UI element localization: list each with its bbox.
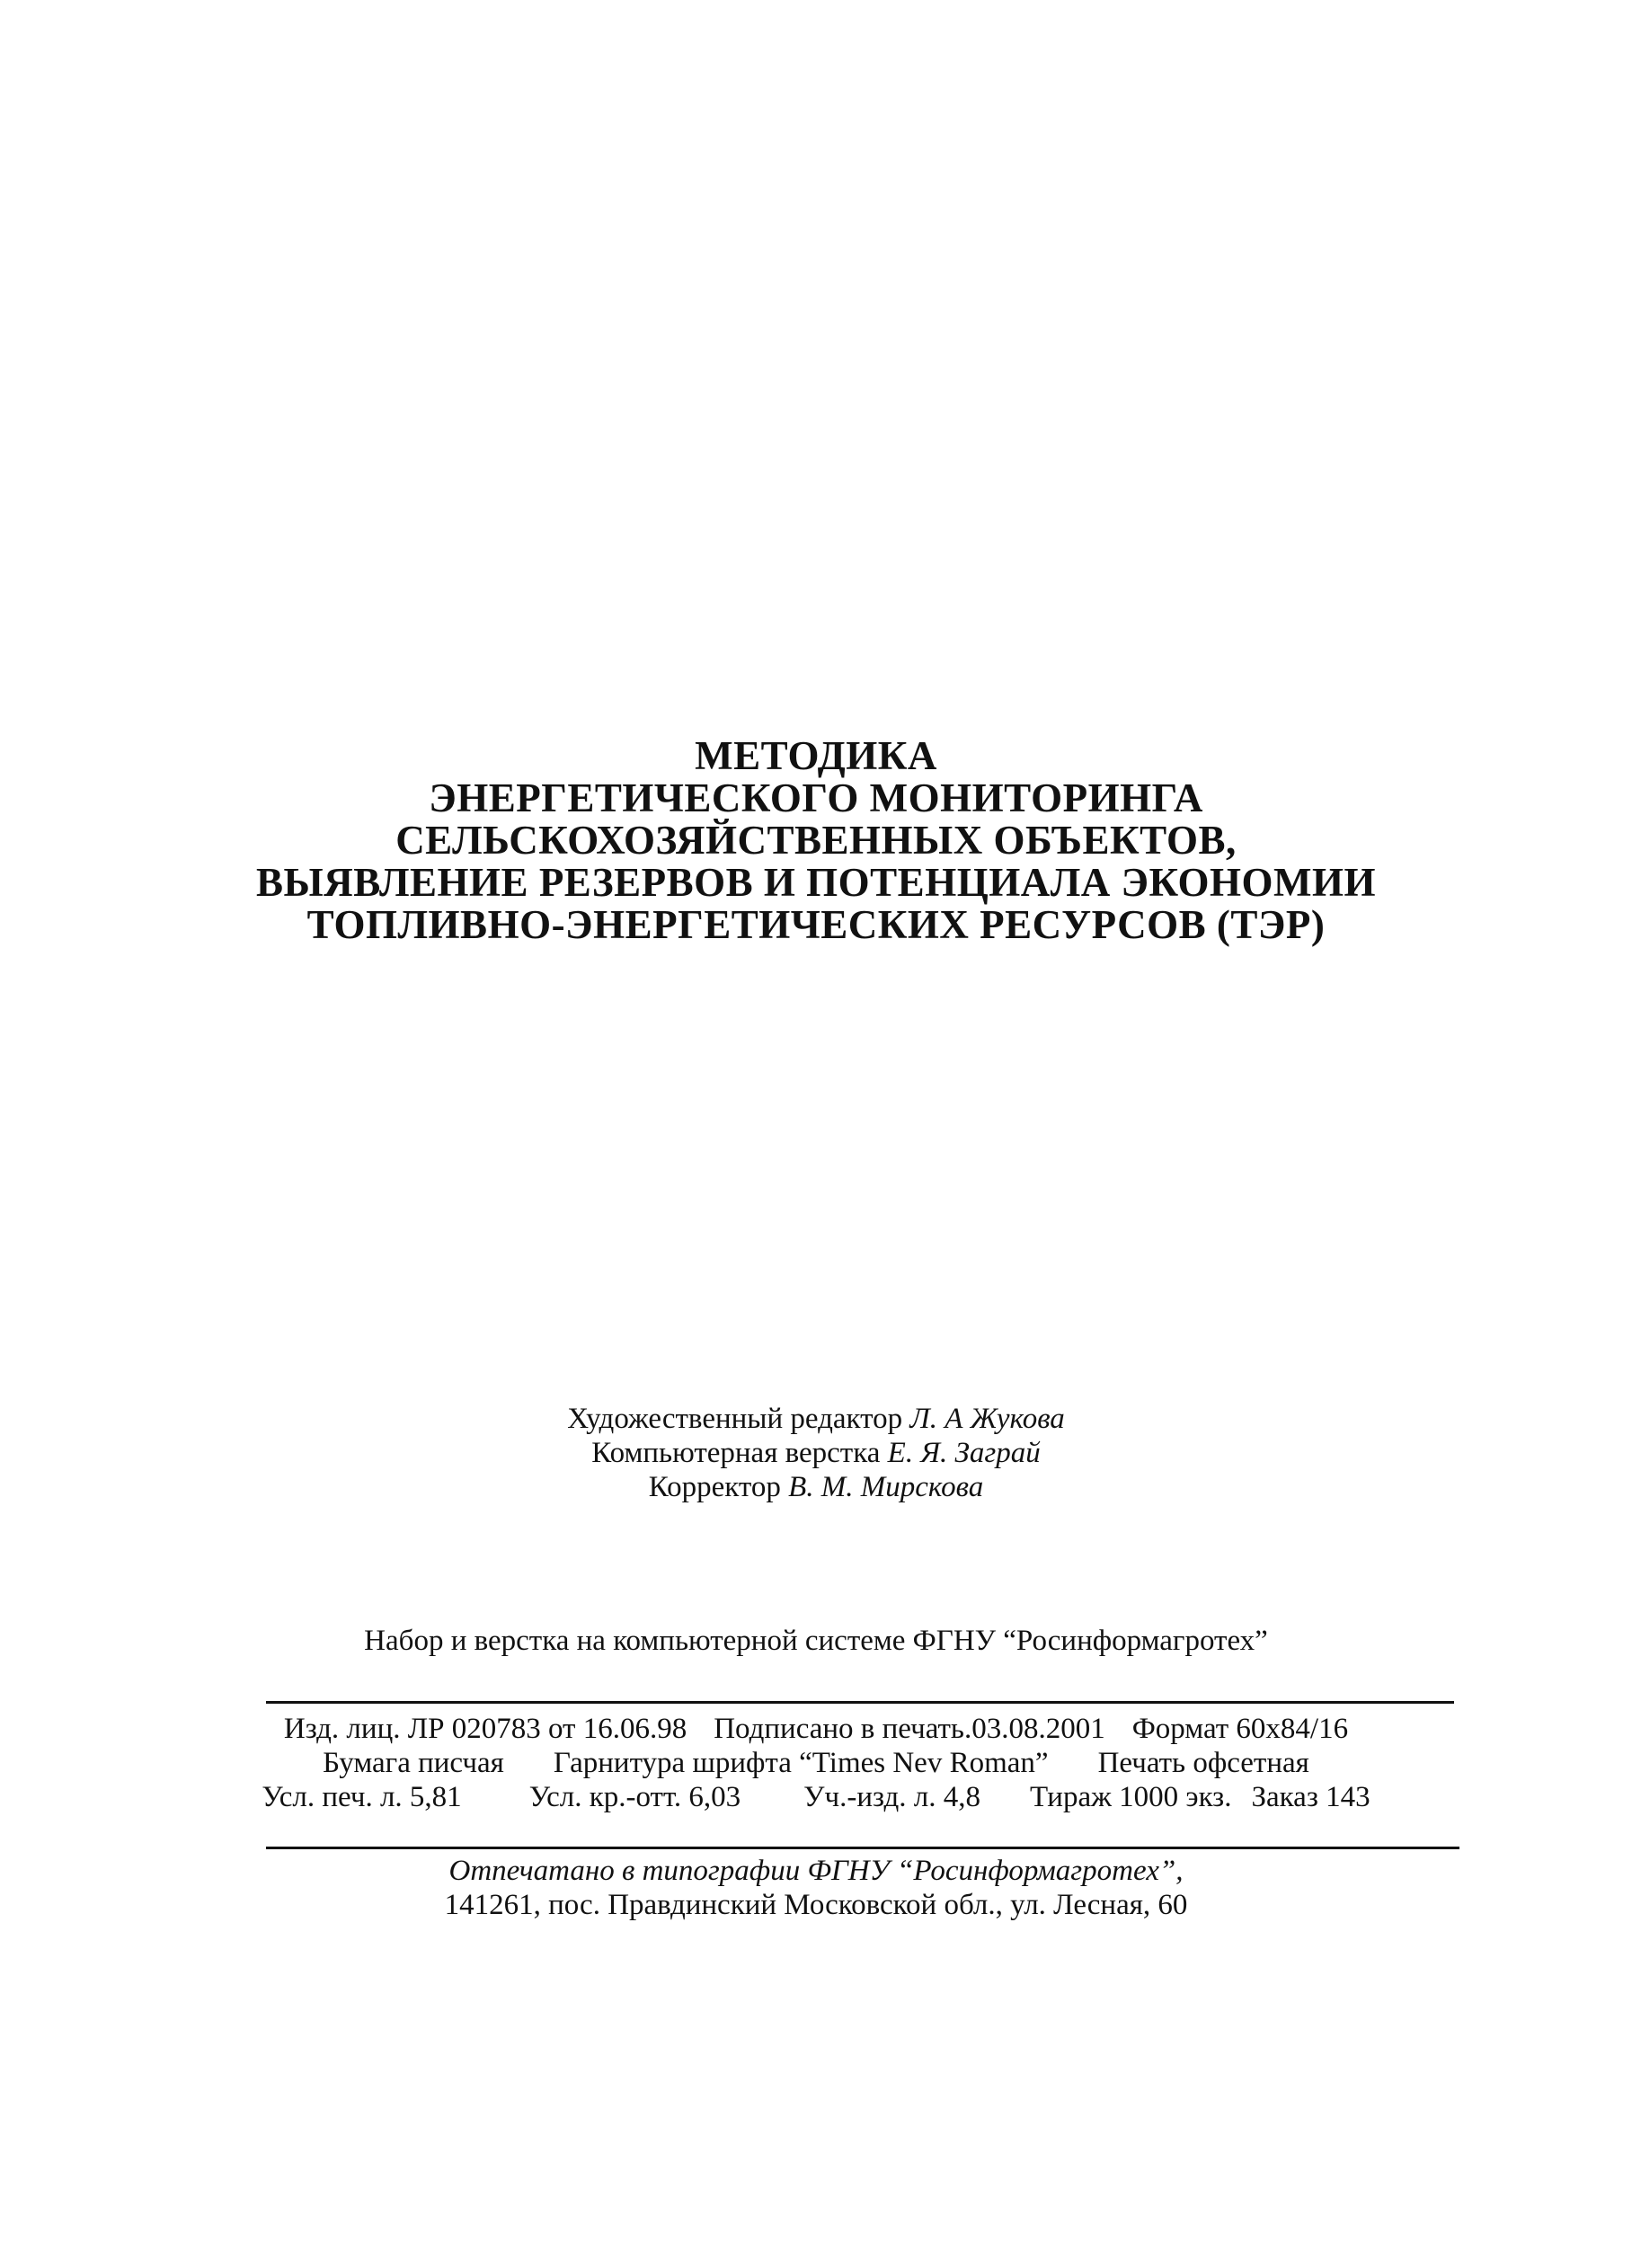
imprint-order: Заказ 143	[1251, 1781, 1370, 1813]
credit-name: Л. А Жукова	[909, 1403, 1065, 1435]
title-line-3: СЕЛЬСКОХОЗЯЙСТВЕННЫХ ОБЪЕКТОВ,	[395, 818, 1237, 863]
imprint-color-prints: Усл. кр.-отт. 6,03	[528, 1781, 741, 1813]
divider-top	[266, 1701, 1454, 1704]
credit-proofreader	[0, 1470, 1632, 1504]
credits-block	[0, 1402, 1632, 1504]
credit-name: В. М. Мирскова	[788, 1471, 984, 1503]
credit-role: Художественный редактор	[567, 1403, 903, 1435]
title-line-5: ТОПЛИВНО-ЭНЕРГЕТИЧЕСКИХ РЕСУРСОВ (ТЭР)	[306, 902, 1326, 947]
credit-art-editor	[0, 1402, 1632, 1436]
imprint-block	[0, 1712, 1632, 1814]
printer-block	[0, 1854, 1632, 1922]
printer-name: Отпечатано в типографии ФГНУ “Росинформагротех”,	[448, 1855, 1184, 1887]
imprint-format: Формат 60x84/16	[1131, 1713, 1349, 1745]
title-line-1: МЕТОДИКА	[695, 733, 937, 778]
credit-role: Компьютерная верстка	[591, 1437, 881, 1469]
printer-address: 141261, пос. Правдинский Московской обл., ул. Лесная, 60	[444, 1889, 1188, 1921]
imprint-typeface: Гарнитура шрифта “Times Nev Roman”	[553, 1747, 1049, 1779]
imprint-publisher-sheets: Уч.-изд. л. 4,8	[803, 1781, 980, 1813]
typesetting-note: Набор и верстка на компьютерной системе ФГНУ “Росинформагротех”	[364, 1625, 1268, 1657]
credit-layout	[0, 1436, 1632, 1470]
imprint-row-1	[0, 1712, 1632, 1746]
title-line-2: ЭНЕРГЕТИЧЕСКОГО МОНИТОРИНГА	[429, 775, 1203, 820]
divider-bottom	[266, 1847, 1459, 1849]
imprint-row-2	[0, 1746, 1632, 1780]
title-line-4: ВЫЯВЛЕНИЕ РЕЗЕРВОВ И ПОТЕНЦИАЛА ЭКОНОМИИ	[256, 860, 1376, 905]
imprint-license: Изд. лиц. ЛР 020783 от 16.06.98	[283, 1713, 687, 1745]
imprint-signed: Подписано в печать.03.08.2001	[714, 1713, 1105, 1745]
imprint-circulation: Тираж 1000 экз.	[1029, 1781, 1232, 1813]
imprint-paper: Бумага писчая	[323, 1747, 504, 1779]
imprint-print-sheets: Усл. печ. л. 5,81	[262, 1781, 462, 1813]
imprint-printing: Печать офсетная	[1097, 1747, 1309, 1779]
imprint-row-3	[0, 1780, 1632, 1814]
credit-name: Е. Я. Заграй	[887, 1437, 1041, 1469]
credit-role: Корректор	[648, 1471, 781, 1503]
document-title	[0, 735, 1632, 946]
